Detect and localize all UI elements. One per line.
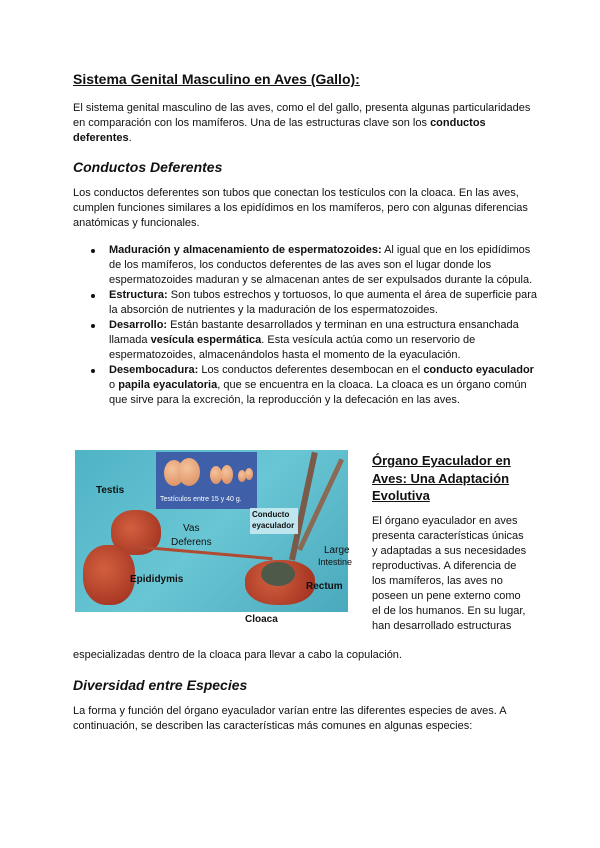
label-cloaca: Cloaca (245, 614, 278, 625)
bullet-text: Están bastante desarrollados y terminan en una estructura ensanchada llamada (109, 319, 519, 346)
bullet-text: Son tubos estrechos y tortuosos, lo que aumenta el área de superficie para la absorción de nutrientes y la maduración de los espermatozoides. (109, 289, 538, 316)
label-epididymis: Epididymis (130, 574, 184, 585)
anatomy-photo (75, 450, 353, 612)
label-deferens: Deferens (171, 537, 212, 548)
bullet-label: Estructura: (109, 289, 168, 301)
bullet-item (109, 363, 539, 408)
label-vas: Vas (183, 523, 200, 534)
anatomy-figure (75, 450, 353, 630)
heading-diversidad: Diversidad entre Especies (73, 677, 248, 693)
bullet-bold: papila eyaculatoria (118, 379, 218, 391)
bullet-item (109, 243, 539, 288)
bullet-item (109, 318, 539, 363)
inset-caption: Testículos entre 15 y 40 g. (160, 496, 242, 503)
conductos-bullets (73, 243, 539, 408)
organo-paragraph-cont: especializadas dentro de la cloaca para llevar a cabo la copulación. (73, 649, 402, 661)
heading-conductos: Conductos Deferentes (73, 159, 223, 175)
bullet-text: o (109, 379, 119, 391)
bullet-label: Maduración y almacenamiento de espermatozoides: (109, 244, 382, 256)
label-large: Large (324, 545, 350, 556)
bullet-text: Los conductos deferentes desembocan en el (198, 364, 424, 376)
bullet-label: Desembocadura: (109, 364, 199, 376)
intro-end: . (128, 132, 132, 144)
heading-organo: Órgano Eyaculador en Aves: Una Adaptación Evolutiva (372, 453, 511, 503)
label-conducto: Conducto (252, 510, 290, 519)
intro-paragraph (73, 101, 533, 146)
bullet-item (109, 288, 539, 318)
diversidad-paragraph: La forma y función del órgano eyaculador varían entre las diferentes especies de aves. A continuación, se describen las características más comunes en algunas especies: (73, 705, 506, 732)
conductos-paragraph: Los conductos deferentes son tubos que conectan los testículos con la cloaca. En las aves, cumplen funciones similares a los epidídimos en los mamíferos, pero con algunas diferencias anatómicas y funcionales. (73, 187, 528, 229)
bullet-label: Desarrollo: (109, 319, 168, 331)
bullet-bold: vesícula espermática (150, 334, 262, 346)
testicles-inset (156, 452, 257, 509)
intro-text: El sistema genital masculino de las aves, como el del gallo, presenta algunas particularidades en comparación con los mamíferos. Una de las estructuras clave son los (73, 102, 531, 129)
document-title: Sistema Genital Masculino en Aves (Gallo): (73, 71, 360, 87)
organo-paragraph: El órgano eyaculador en aves presenta características únicas y adaptadas a sus necesidades reproductivas. A diferencia de los mamíferos, las aves no poseen un pene externo como el de los humanos. En su lugar, han desarrollado estructuras (372, 514, 527, 632)
bullet-bold: conducto eyaculador (423, 364, 534, 376)
organo-section (372, 452, 532, 634)
intro-bold: conductos deferentes (73, 117, 486, 144)
epididymis-shape (83, 545, 135, 605)
bullet-text: , que se encuentra en la cloaca. La cloaca es un órgano común que sirve para la excreción, la reproducción y la defecación en las aves. (109, 379, 527, 406)
bullet-text: . Esta vesícula actúa como un reservorio de espermatozoides, almacenándolos hasta el momento de la eyaculación. (109, 334, 476, 361)
bullet-text: Al igual que en los epidídimos de los mamíferos, los conductos deferentes de las aves son el lugar donde los espermatozoides maduran y se almacenan antes de ser expulsados durante la cópula. (109, 244, 533, 286)
label-intestine: Intestine (318, 557, 353, 567)
label-eyaculador: eyaculador (252, 521, 295, 530)
label-testis: Testis (96, 485, 125, 496)
label-rectum: Rectum (306, 581, 343, 592)
